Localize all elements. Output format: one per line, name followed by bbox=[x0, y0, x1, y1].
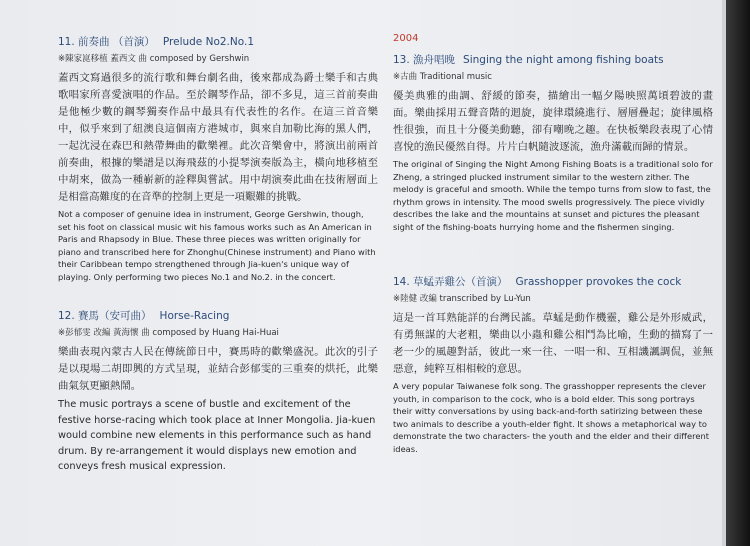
section-11-title-en: Prelude No2.No.1 bbox=[162, 36, 255, 48]
section-14-en-text: A very popular Taiwanese folk song. The grasshopper represents the clever youth, in comparison to the cock, who is a bold elder. This song portrays their witty conversations by using back-and-forth satirizing between these two animals to describe a youth-elder fight. It shows a metaphorical way to demonstrate the two characters- the youth and the elder and their different ideas. bbox=[393, 381, 709, 454]
section-12-title-zh: 12. 賽馬（安可曲） bbox=[58, 310, 152, 322]
section-13-credit: ※古曲 Traditional music bbox=[393, 72, 492, 82]
section-13-heading bbox=[393, 52, 713, 67]
section-12-title-en: Horse-Racing bbox=[159, 310, 230, 322]
section-13-zh-text: 優美典雅的曲調、舒緩的節奏，描繪出一幅夕陽映照萬頃碧波的畫面。樂曲採用五聲音階的迴旋，旋律環繞進行、層層疊起；旋律風格性很強，而且十分優美動聽，卻有嘲晚之趣。在快板樂段表現了心情喜悅的漁民優然自得。片片白帆隨波逐流，漁舟滿載而歸的情景。 bbox=[393, 90, 713, 153]
section-12 bbox=[58, 308, 378, 475]
section-11-en-text: Not a composer of genuine idea in instrument, George Gershwin, though, set his foot on classical music wit his famous works such as An American in Paris and Rhapsody in Blue. These three pieces was written originally for piano and transcribed here for Zhonghu(Chinese instrument) and Piano with their Caribbean tempo strengthened through Jia-kuen's unique way of playing. Only performing two pieces No.1 and No.2. in the concert. bbox=[58, 209, 376, 282]
section-13 bbox=[393, 52, 713, 233]
section-11 bbox=[58, 34, 378, 283]
section-13-en-text: The original of Singing the Night Among Fishing Boats is a traditional solo for Zheng, a stringed plucked instrument similar to the western zither. The melody is graceful and smooth. While the tempo turns from slow to fast, the rhythm grows in intensity. The mood swells progressively. The piece vividly describes the lake and the mountains at sunset and pictures the pleasant sight of the fishing-boats hurrying home and the fishermen singing. bbox=[393, 159, 713, 232]
section-12-heading bbox=[58, 308, 378, 323]
section-13-title-en: Singing the night among fishing boats bbox=[463, 54, 664, 66]
section-12-en-text: The music portrays a scene of bustle and excitement of the festive horse-racing which took place at Inner Mongolia. Jia-kuen would combine new elements in this performance such as hand drum. By re-arrangement it would displays new emotion and conveys fresh musical expression. bbox=[58, 399, 376, 472]
section-14 bbox=[393, 274, 713, 455]
section-11-zh-text: 蓋西文寫過很多的流行歌和舞台劇名曲，後來都成為爵士樂手和古典歌唱家所喜愛演唱的作品。至於鋼琴作品，卻不多見，這三首前奏曲是他極少數的鋼琴獨奏作品中最具有代表性的名作。在這三首音樂中，似乎來到了紐澳良這個南方港城市，與來自加勒比海的黑人們，一起沈浸在森巴和熱帶舞曲的歡樂裡。此次音樂會中，將演出前兩首前奏曲，根據的樂譜是以海飛茲的小提琴演奏版為主，橫向地移植至中胡來，做為一種嶄新的詮釋與嘗試。用中胡演奏此曲在技術層面上是相當高難度的在音準的控制上更是一項艱難的挑戰。 bbox=[58, 72, 378, 203]
section-13-title-zh: 13. 漁舟唱晚 bbox=[393, 54, 456, 66]
section-12-credit: ※彭郁雯 改編 黃海懷 曲 composed by Huang Hai-Huai bbox=[58, 328, 279, 338]
section-14-title-zh: 14. 草蜢弄雞公（首演） bbox=[393, 276, 508, 288]
page-edge bbox=[726, 0, 750, 546]
section-12-zh-text: 樂曲表現內蒙古人民在傳統節日中，賽馬時的歡樂盛況。此次的引子是以現場二胡即興的方式呈現，並結合彭郁雯的三重奏的烘托，此樂曲氣氛更顯熱鬧。 bbox=[58, 346, 378, 392]
section-14-title-en: Grasshopper provokes the cock bbox=[515, 276, 682, 288]
section-14-credit: ※陸健 改編 transcribed by Lu-Yun bbox=[393, 294, 531, 304]
section-11-credit: ※陳家崑移植 蓋西文 曲 composed by Gershwin bbox=[58, 54, 250, 64]
section-11-heading bbox=[58, 34, 378, 49]
year-label: 2004 bbox=[393, 33, 419, 44]
section-14-zh-text: 這是一首耳熟能詳的台灣民謠。草蜢是動作機靈，雞公是外形威武，有勇無謀的大老粗，樂曲以小蟲和雞公相鬥為比喻，生動的描寫了一老一少的風趣對話，彼此一來一往、一唱一和、互相譏諷調侃，並無惡意，純粹互相相較的意思。 bbox=[393, 312, 713, 375]
section-11-title-zh: 11. 前奏曲 （首演） bbox=[58, 36, 155, 48]
section-14-heading bbox=[393, 274, 713, 289]
